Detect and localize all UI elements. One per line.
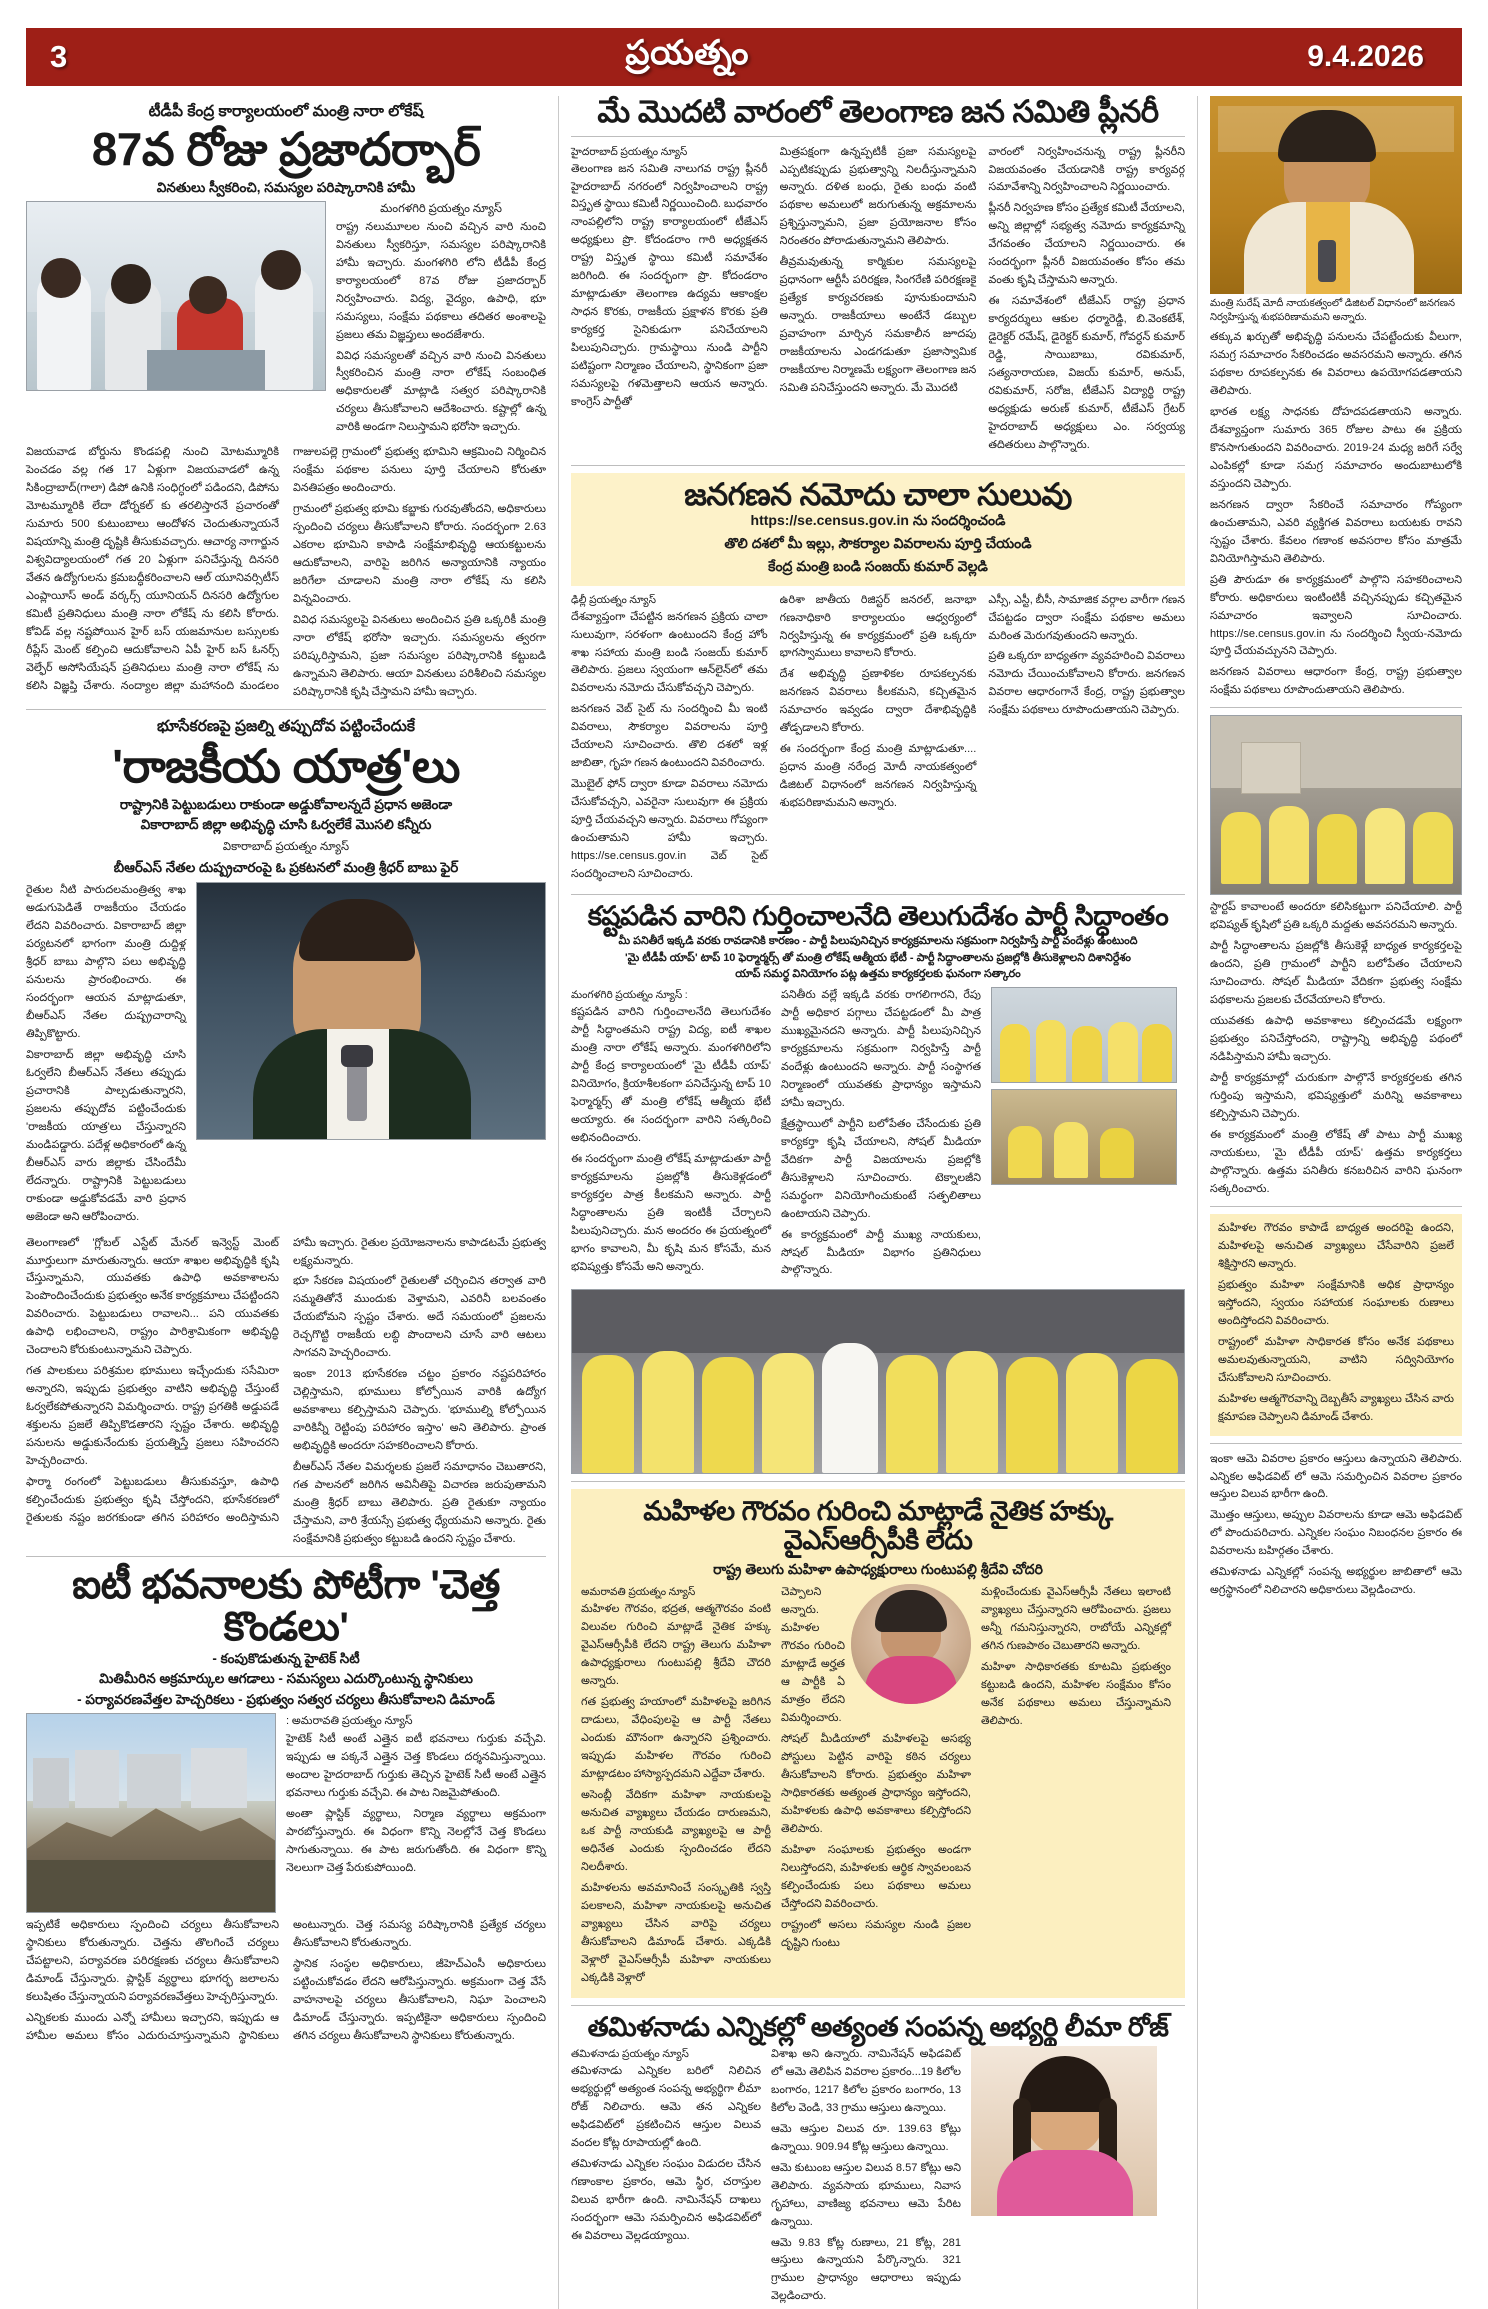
- census-instruction: తొలి దశలో మీ ఇల్లు, సౌకర్యాల వివరాలను పూర్తి చేయండి: [724, 534, 1032, 551]
- paragraph: బీఆర్ఎస్ నేతల విమర్శలకు ప్రజలే సమాధానం చెబుతారని, గత పాలనలో జరిగిన అవినీతిపై విచారణ జరుపుతామని మంత్రి శ్రీధర్ బాబు తెలిపారు. ప్రతి రైతుకూ న్యాయం చేస్తామని, వారి శ్రేయస్సే ప్రభుత్వ ధ్యేయమని అన్నారు. రైతు సంక్షేమానికి ప్రభుత్వం కట్టుబడి ఉందని స్పష్టం చేశారు.: [293, 1461, 546, 1546]
- paragraph: ఇంకా 2013 భూసేకరణ చట్టం ప్రకారం నష్టపరిహారం చెల్లిస్తామని, భూములు కోల్పోయిన వారికి ఉద్యోగ అవకాశాలు కల్పిస్తామని చెప్పారు. 'భూముల్ని కోల్పోయిన వారికిన్నీ రెట్టింపు పరిహారం ఇస్తాం' అని తెలిపారు. ప్రాంత అభివృద్ధికి అందరూ సహకరించాలని కోరారు.: [293, 1368, 546, 1453]
- paragraph: తమిళనాడు ఎన్నికల సంఘం విడుదల చేసిన గణాంకాల ప్రకారం, ఆమె స్థిర, చరాస్తుల విలువ భారీగా ఉంది. నామినేషన్ దాఖలు సందర్భంగా ఆమె సమర్పించిన అఫిడవిట్‌లో ఈ వివరాలు వెల్లడయ్యాయి.: [571, 2157, 761, 2242]
- article-subhead-line-1: మీ పనితీరే ఇక్కడి వరకు రావడానికి కారణం - పార్టీ పిలుపునిచ్చిన కార్యక్రమాలను సక్రమంగా నిర్వహిస్తే పార్టీ వందేళ్లు ఉంటుంది: [618, 935, 1138, 948]
- paragraph: ఈ సందర్భంగా మంత్రి లోకేష్ మాట్లాడుతూ పార్టీ కార్యక్రమాలను ప్రజల్లోకి తీసుకెళ్లడంలో కార్యకర్తల పాత్ర కీలకమని అన్నారు. పార్టీ సిద్ధాంతాలను ప్రతి ఇంటికీ చేర్చాలని పిలుపునిచ్చారు. మన అందరం ఈ ప్రయత్నంలో భాగం కావాలని, మీ కృషి మన కోసమే, మన భవిష్యత్తు కోసమే అని అన్నారు.: [571, 1152, 771, 1273]
- article-photo-meeting-2: [991, 1089, 1177, 1185]
- article-body: [26, 444, 546, 702]
- article-subhead: వినతులు స్వీకరించి, సమస్యల పరిష్కారానికి హామీ: [156, 180, 416, 196]
- divider: [571, 2005, 1185, 2006]
- article-rajakeeya-yatralu: [26, 717, 546, 1549]
- article-dek: బీఆర్ఎస్ నేతల దుష్ప్రచారంపై ఓ ప్రకటనలో మంత్రి శ్రీధర్ బాబు ఫైర్: [113, 859, 459, 875]
- census-url-suffix: ను సందర్శించండి: [908, 511, 1006, 528]
- masthead: [26, 28, 1462, 86]
- article-body-left: [26, 882, 186, 1229]
- paragraph: ఎన్నికలకు ముందు ఎన్నో హామీలు ఇచ్చారని, ఇప్పుడు ఆ హామీల అమలు కోసం ఎదురుచూస్తున్నామని స్థానికులు అంటున్నారు. చెత్త సమస్య పరిష్కారానికి ప్రత్యేక చర్యలు తీసుకోవాలని కోరుతున్నారు.: [26, 1918, 546, 2042]
- article-body: [26, 1235, 546, 1549]
- paragraph: ఆమె 9.83 కోట్ల రుణాలు, 21 కోట్ల, 281 ఆస్తులు ఉన్నాయని పేర్కొన్నారు. 321 గ్రాముల ప్రాధాన్యం ఆధారాలు ఇప్పుడు వెల్లడించారు.: [771, 2236, 961, 2303]
- paragraph: ప్రభుత్వం మహిళా సంక్షేమానికి అధిక ప్రాధాన్యం ఇస్తోందని, స్వయం సహాయక సంఘాలకు రుణాలు అందిస్తోందని వివరించారు.: [1218, 1278, 1454, 1327]
- paragraph: ప్రతి ఒక్కరూ బాధ్యతగా వ్యవహరించి వివరాలు నమోదు చేయించుకోవాలని కోరారు. జనగణన వివరాల ఆధారంగానే కేంద్ర, రాష్ట్ర ప్రభుత్వాల సంక్షేమ పథకాలు రూపొందుతాయని చెప్పారు.: [988, 650, 1186, 717]
- divider: [571, 1481, 1185, 1482]
- article-prajadarbar: [26, 102, 546, 702]
- article-subhead-line-1: రాష్ట్రానికి పెట్టుబడులు రాకుండా అడ్డుకోవాలన్నదే ప్రధాన అజెండా: [119, 797, 453, 813]
- paragraph: స్టార్టప్ కావాలంటే అందరూ కలిసికట్టుగా పనిచేయాలి. పార్టీ భవిష్యత్ కృషిలో ప్రతి ఒక్కరి మద్దతు అవసరమని అన్నారు.: [1210, 901, 1462, 932]
- article-headline: ఐటీ భవనాలకు పోటీగా 'చెత్త కొండలు': [72, 1563, 500, 1649]
- paragraph: ఈ సందర్భంగా కేంద్ర మంత్రి మాట్లాడుతూ.... ప్రధాన మంత్రి నరేంద్ర మోదీ నాయకత్వంలో డిజిటల్ విధానంలో జనగణన నిర్వహిస్తున్న శుభపరిణామమని అన్నారు.: [779, 743, 977, 810]
- paragraph: తీవ్రమవుతున్న కార్మికుల సమస్యలపై ప్రధానంగా ఆర్టీసీ పరిరక్షణ, సింగరేణి పరిరక్షణకై ప్రత్యేక కార్యచరణకు పూనుకుందామని అన్నారు. రాజకీయాలు అంటేనే డబ్బుల ప్రవాహంగా మార్చిన సమకాలీన జూదపు రాజకీయాలను ఎండగడుతూ ప్రజాస్వామిక రాజకీయాల నిర్మాణమే లక్ష్యంగా తెలంగాణ జన సమితి పనిచేస్తుందని అన్నారు. మే మొదటి: [779, 256, 977, 395]
- article-body-col-1: [571, 2046, 761, 2309]
- article-photo-garbage: [26, 1713, 276, 1913]
- census-url[interactable]: https://se.census.gov.in: [750, 511, 909, 528]
- article-headline: 87వ రోజు ప్రజాదర్బార్: [91, 122, 481, 175]
- article-headline: 'రాజకీయ యాత్ర'లు: [112, 739, 460, 792]
- left-column: [26, 96, 558, 2309]
- paragraph: మొబైల్ ఫోన్ ద్వారా కూడా వివరాలు నమోదు చేసుకోవచ్చని, ఎవరైనా సులువుగా ఈ ప్రక్రియ పూర్తి చేయవచ్చని అన్నారు. వివరాలు గోప్యంగా ఉంచుతామని హామీ ఇచ్చారు. https://se.census.gov.in వెబ్ సైట్ సందర్శించాలని సూచించారు.: [571, 778, 768, 881]
- paragraph: ఎస్సీ, ఎస్టీ, బీసీ, సామాజిక వర్గాల వారీగా గణన చేపట్టడం ద్వారా సంక్షేమ పథకాల అమలు మరింత మెరుగవుతుందని అన్నారు.: [988, 593, 1186, 642]
- paragraph: మహిళా సంఘాలకు ప్రభుత్వం అండగా నిలుస్తోందని, మహిళలకు ఆర్థిక స్వావలంబన కల్పించేందుకు పలు పథకాలు అమలు చేస్తోందని వివరించారు.: [781, 1843, 971, 1910]
- census-body-col-2: [780, 592, 977, 888]
- paragraph: కష్టపడిన వారిని గుర్తించాలనేది తెలుగుదేశం పార్టీ సిద్ధాంతమని రాష్ట్ర విద్య, ఐటీ శాఖల మంత్రి నారా లోకేష్ అన్నారు. మంగళగిరిలోని పార్టీ కేంద్ర కార్యాలయంలో 'మై టీడీపీ యాప్' వినియోగం, క్రియాశీలకంగా పనిచేస్తున్న టాప్ 10 ఫెర్మార్మర్స్ తో మంత్రి లోకేష్ ఆత్మీయ భేటీ అయ్యారు. ఈ సందర్భంగా వారిని సత్కరించి అభినందించారు.: [571, 1005, 771, 1144]
- paragraph: విశాఖ అని ఉన్నారు. నామినేషన్ అఫిడవిట్ లో ఆమె తెలిపిన వివరాల ప్రకారం...19 కిలోల బంగారం, 1217 కిలోల ప్రకారం బంగారం, 13 కిలోల వెండి, 33 గ్రాము ఆస్తులు ఉన్నాయి.: [771, 2047, 961, 2114]
- divider: [26, 1556, 546, 1557]
- article-photo-meeting-1: [991, 987, 1177, 1083]
- article-chetta-kondalu: [26, 1564, 546, 2047]
- paragraph: మహిళలను అవమానించే సంస్కృతికి స్వస్తి పలకాలని, మహిళా నాయకులపై అనుచిత వ్యాఖ్యలు చేసిన వారిపై చర్యలు తీసుకోవాలని డిమాండ్ చేశారు. ఎక్కడికి వెళ్లారో వైఎస్ఆర్సీపీ మహిళా నాయకులు ఎక్కడికి వెళ్లారో: [581, 1881, 771, 1984]
- paragraph: ఇప్పటికే అధికారులు స్పందించి చర్యలు తీసుకోవాలని స్థానికులు కోరుతున్నారు. చెత్తను తొలగించే చర్యలు చేపట్టాలని, పర్యావరణ పరిరక్షణకు చర్యలు తీసుకోవాలని డిమాండ్ చేస్తున్నారు. ప్లాస్టిక్ వ్యర్థాలు భూగర్భ జలాలను కలుషితం చేస్తున్నాయని పర్యావరణవేత్తలు హెచ్చరిస్తున్నారు.: [26, 1918, 279, 2003]
- paragraph: క్షేత్రస్థాయిలో పార్టీని బలోపేతం చేసేందుకు ప్రతి కార్యకర్తా కృషి చేయాలని, సోషల్ మీడియా వేదికగా పార్టీ విజయాలను ప్రజల్లోకి తీసుకెళ్లాలని సూచించారు. టెక్నాలజీని సమర్థంగా వినియోగించుకుంటే సత్ఫలితాలు ఉంటాయని చెప్పారు.: [781, 1117, 981, 1220]
- article-subhead-line-1: - కంపుకొడుతున్న హైటెక్ సిటీ: [212, 1651, 360, 1666]
- article-byline: : అమరావతి ప్రయత్నం న్యూస్: [286, 1714, 413, 1727]
- paragraph: ప్లీనరీ నిర్వహణ కోసం ప్రత్యేక కమిటీ వేయాలని, అన్ని జిల్లాల్లో సభ్యత్వ నమోదు కార్యక్రమాన్ని వేగవంతం చేయాలని నిర్ణయించారు. ఈ సందర్భంగా ప్లీనరీ విజయవంతం కోసం తమ వంతు కృషి చేస్తామని అన్నారు.: [988, 202, 1186, 287]
- article-body-col-1: [571, 987, 771, 1284]
- paragraph: వివిధ సమస్యలతో వచ్చిన వారి నుంచి వినతులు స్వీకరించిన మంత్రి నారా లోకేష్ సంబంధిత అధికారులతో మాట్లాడి సత్వర పరిష్కారానికి చర్యలు తీసుకోవాలని ఆదేశించారు. కష్టాల్లో ఉన్న వారికి అండగా నిలుస్తామని భరోసా ఇచ్చారు.: [336, 349, 546, 434]
- article-photo-minister: [196, 882, 546, 1140]
- paragraph: సోషల్ మీడియాలో మహిళలపై అసభ్య పోస్టులు పెట్టిన వారిపై కఠిన చర్యలు తీసుకోవాలని కోరారు. ప్రభుత్వం మహిళా సాధికారతకు అత్యంత ప్రాధాన్యం ఇస్తోందని, మహిళలకు ఉపాధి అవకాశాలు కల్పిస్తోందని తెలిపారు.: [781, 1732, 971, 1835]
- article-subhead: రాష్ట్ర తెలుగు మహిళా ఉపాధ్యక్షురాలు గుంటుపల్లి శ్రీదేవి చోదరి: [713, 1561, 1043, 1578]
- article-headline: జనగణన నమోదు చాలా సులువు: [684, 477, 1072, 513]
- paragraph: విజయవాడ బోర్డును కొండపల్లి నుంచి మోటమ్మూరికి పెంచడం వల్ల గత 17 ఏళ్లుగా విజయవాడలో ఉన్న సికింద్రాబాద్(గాలా) డిపో ఉనికి సంధిగ్ధంలో పడిందని, డిపోను మోటమ్మూరికి లేదా డోర్నకల్ కు తరలిస్తారనే ప్రచారంతో సుమారు 500 కుటుంబాలు ఆందోళన చెందుతున్నాయనే విషయాన్ని మంత్రి దృష్టికి తీసుకువచ్చారు. ఆచార్య నాగార్జున విశ్వవిద్యాలయంలో గత 20 ఏళ్లుగా పనిచేస్తున్న దినసరి వేతన ఉద్యోగులను క్రమబద్ధీకరించాలని ఆల్ యూనివర్సిటీస్ ఎంప్లాయీస్ అండ్ వర్కర్స్ యూనియన్ దినసరి ఉద్యోగుల కమిటీ ప్రతినిధులు మంత్రి నారా లోకేష్ ను కలిసి కోరారు. కోవిడ్ వల్ల నష్టపోయిన హైర్ బస్ యజమానుల బస్సులకు రీప్లేస్ మెంట్ కల్పించి ఆదుకోవాలని ఏపీ హైర్ బస్ ఓనర్స్ వెల్ఫేర్ అసోసియేషన్ ప్రతినిధులు మంత్రి నారా లోకేష్ ను కలిసి విజ్ఞప్తి చేశారు. నంద్యాల జిల్లా మహానంది మండలం గాజులపల్లె గ్రామంలో ప్రభుత్వ భూమిని ఆక్రమించి నిర్మించిన సంక్షేమ పథకాల పనులు పూర్తి చేయాలని కోరుతూ వినతిపత్రం అందించారు.: [26, 446, 546, 692]
- paragraph: పార్టీ కార్యక్రమాల్లో చురుకుగా పాల్గొనే కార్యకర్తలకు తగిన గుర్తింపు ఇస్తామని, భవిష్యత్తులో మరిన్ని అవకాశాలు కల్పిస్తామని చెప్పారు.: [1210, 1072, 1462, 1121]
- article-tdp-ideology: [571, 902, 1185, 1474]
- paragraph: తమిళనాడు ఎన్నికల బరిలో నిలిచిన అభ్యర్థుల్లో అత్యంత సంపన్న అభ్యర్థిగా లీమా రోజ్ నిలిచారు. ఆమె తన ఎన్నికల అఫిడవిట్‌లో ప్రకటించిన ఆస్తుల విలువ వందల కోట్ల రూపాయల్లో ఉంది.: [571, 2064, 761, 2149]
- paragraph: ఇంకా ఆమె వివరాల ప్రకారం ఆస్తులు ఉన్నాయని తెలిపారు. ఎన్నికల అఫిడవిట్ లో ఆమె సమర్పించిన వివరాల ప్రకారం ఆస్తుల విలువ భారీగా ఉంది.: [1210, 1452, 1462, 1501]
- paragraph: దేశ అభివృద్ధి ప్రణాళికల రూపకల్పనకు జనగణన వివరాలు కీలకమని, కచ్చితమైన సమాచారం ఇవ్వడం ద్వారా దేశాభివృద్ధికి తోడ్పడాలని కోరారు.: [779, 668, 977, 735]
- paragraph: చెప్పాలని అన్నారు. మహిళల గౌరవం గురించి మాట్లాడే అర్హత ఆ పార్టీకి ఏ మాత్రం లేదని విమర్శించారు.: [781, 1586, 845, 1724]
- paragraph: తమిళనాడు ఎన్నికల్లో సంపన్న అభ్యర్థుల జాబితాలో ఆమె అగ్రస్థానంలో నిలిచారని అధికారులు వెల్లడించారు.: [1210, 1566, 1462, 1597]
- paragraph: తెలంగాణలో 'గ్లోబల్ ఎస్టేట్ మేనల్ ఇన్వెస్ట్ మెంట్ మూర్తులుగా మారుతున్నారు. ఆయా శాఖల అభివృద్ధికి కృషి చేస్తున్నామని, యువతకు ఉపాధి అవకాశాలను పెంపొందించేందుకు ప్రభుత్వం అనేక కార్యక్రమాలు చేపట్టిందని వివరించారు. పెట్టుబడులు రావాలని... పని యువతకు ఉపాధి లభించాలని, రాష్ట్రం పారిశ్రామికంగా అభివృద్ధి చెందాలని కోరుకుంటున్నామని చెప్పారు.: [26, 1236, 279, 1357]
- divider: [571, 465, 1185, 466]
- census-body-col-3: [988, 592, 1185, 888]
- center-column: [558, 96, 1198, 2309]
- paragraph: ఉరిశా జాతీయ రిజిస్టర్ జనరల్, జనాభా గణనాధికారి కార్యాలయం ఆధ్వర్యంలో నిర్వహిస్తున్న ఈ కార్యక్రమంలో ప్రతి ఒక్కరూ భాగస్వాములు కావాలని కోరారు.: [779, 593, 977, 660]
- census-right-body: [1210, 329, 1462, 700]
- census-url-line: [579, 512, 1177, 532]
- article-headline: మే మొదటి వారంలో తెలంగాణ జన సమితి ప్లీనరీ: [597, 94, 1159, 129]
- article-photo: [26, 201, 326, 391]
- article-subhead-line-2: 'మై టీడీపీ యాప్' టాప్ 10 ఫెర్మార్మర్స్ తో మంత్రి లోకేష్ ఆత్మీయ భేటీ - పార్టీ సిద్ధాంతాలను ప్రజల్లోకి తీసుకెళ్లాలని దిశానిర్దేశం: [624, 951, 1132, 964]
- photo-minister-census: [1210, 96, 1462, 294]
- article-byline: వికారాబాద్ ప్రయత్నం న్యూస్: [222, 840, 350, 853]
- paragraph: యువతకు ఉపాధి అవకాశాలు కల్పించడమే లక్ష్యంగా ప్రభుత్వం పనిచేస్తోందని, రాష్ట్రాన్ని అభివృద్ధి పథంలో నడిపిస్తామని హామీ ఇచ్చారు.: [1210, 1015, 1462, 1064]
- paragraph: ప్రతి పౌరుడూ ఈ కార్యక్రమంలో పాల్గొని సహకరించాలని కోరారు. అధికారులు ఇంటింటికీ వచ్చినప్పుడు కచ్చితమైన సమాచారం ఇవ్వాలని సూచించారు. https://se.census.gov.in ను సందర్శించి స్వీయ-నమోదు పూర్తి చేయవచ్చునని చెప్పారు.: [1210, 573, 1462, 658]
- article-body: [26, 1917, 546, 2047]
- article-intro-text: [336, 201, 546, 440]
- publication-date: 9.4.2026: [1307, 40, 1424, 73]
- article-body-col-1: [581, 1584, 771, 1990]
- article-subhead-line-2: వికారాబాద్ జిల్లా అభివృద్ధి చూసి ఓర్వలేకే మొసలి కన్నీరు: [140, 817, 432, 833]
- publication-title: ప్రయత్నం: [625, 33, 750, 72]
- paragraph: తక్కువ ఖర్చుతో అభివృద్ధి పనులను చేపట్టేందుకు వీలుగా, సమగ్ర సమాచారం సేకరించడం అవసరమని అన్నారు. తగిన పథకాల రూపకల్పనకు ఈ వివరాలు ఉపయోగపడతాయని తెలిపారు.: [1210, 331, 1462, 397]
- paragraph: మిత్రపక్షంగా ఉన్నప్పటికీ ప్రజా సమస్యలపై ఎప్పటికప్పుడు ప్రభుత్వాన్ని నిలదీస్తున్నామని అన్నారు. దళిత బంధు, రైతు బంధు వంటి పథకాల అమలులో జరుగుతున్న అక్రమాలను ప్రశ్నిస్తున్నామని, ప్రజా ప్రయోజనాల కోసం నిరంతరం పోరాడుతున్నామని తెలిపారు.: [779, 145, 977, 248]
- paragraph: తెలంగాణ జన సమితి నాలుగవ రాష్ట్ర ప్లీనరీ హైదరాబాద్ నగరంలో నిర్వహించాలని రాష్ట్ర విస్తృత స్థాయి కమిటీ నిర్ణయించింది. బుధవారం నాంపల్లిలోని రాష్ట్ర కార్యాలయంలో టీజేఎస్ అధ్యక్షులు ప్రొ. కోదండరాం గారి అధ్యక్షతన రాష్ట్ర విస్తృత స్థాయి కమిటీ సమావేశం జరిగింది. ఈ సందర్భంగా ప్రొ. కోదండరాం మాట్లాడుతూ తెలంగాణ ఉద్యమ ఆకాంక్షల సాధన కొరకు, రాజకీయ ప్రక్షాళన కొరకు ప్రతి కార్యకర్త సైనికుడుగా పనిచేయాలని పిలుపునిచ్చారు. గ్రామస్థాయి నుండి పార్టీని పటిష్టంగా నిర్మాణం చేయాలని, స్థానికంగా ప్రజా సమస్యలపై గళమెత్తాలని ఆయన అన్నారు. కాంగ్రెస్ పార్టీతో: [571, 162, 768, 409]
- paragraph: పార్టీ సిద్ధాంతాలను ప్రజల్లోకి తీసుకెళ్లే బాధ్యత కార్యకర్తలపై ఉందని, ప్రతి గ్రామంలో పార్టీని బలోపేతం చేయాలని సూచించారు. సోషల్ మీడియా వేదికగా ప్రభుత్వ సంక్షేమ పథకాలను ప్రజలకు చేరవేయాలని కోరారు.: [1210, 940, 1462, 1007]
- photo-tdp-meeting: [1210, 715, 1462, 895]
- paragraph: మొత్తం ఆస్తులు, అప్పుల వివరాలను కూడా ఆమె అఫిడవిట్ లో పొందుపరిచారు. ఎన్నికల సంఘం నిబంధనల ప్రకారం ఈ వివరాలను బహిర్గతం చేశారు.: [1210, 1509, 1462, 1558]
- paragraph: భారత లక్ష్య సాధనకు దోహదపడతాయని అన్నారు. దేశవ్యాప్తంగా సుమారు 365 రోజుల పాటు ఈ ప్రక్రియ కొనసాగుతుందని వివరించారు. 2019-24 మధ్య జరిగే సర్వే ఎంపికల్లో కూడా సమగ్ర సమాచారం అందుబాటులోకి వస్తుందని చెప్పారు.: [1210, 405, 1462, 490]
- paragraph: ఈ కార్యక్రమంలో మంత్రి లోకేష్ తో పాటు పార్టీ ముఖ్య నాయకులు, 'మై టీడీపీ యాప్' ఉత్తమ కార్యకర్తలు పాల్గొన్నారు. ఉత్తమ పనితీరు కనబరిచిన వారిని ఘనంగా సత్కరించారు.: [1210, 1129, 1462, 1195]
- paragraph: గత పాలకులు పరిశ్రమల భూములు ఇచ్చేందుకు ససేమిరా అన్నారని, ఇప్పుడు ప్రభుత్వం వాటిని అభివృద్ధి చేస్తుంటే ఓర్వలేకపోతున్నారని విమర్శించారు. రాష్ట్ర ప్రగతికి అడ్డుపడే శక్తులను ప్రజలే తిప్పికొడతారని స్పష్టం చేశారు. అభివృద్ధి పనులను అడ్డుకునేందుకు ప్రయత్నిస్తే ప్రజలు సహించరని హెచ్చరించారు.: [26, 1365, 279, 1468]
- divider: [571, 136, 1185, 137]
- paragraph: వారంలో నిర్వహించనున్న రాష్ట్ర ప్లీనరీని విజయవంతం చేయడానికి రాష్ట్ర కార్యవర్గ సమావేశాన్ని నిర్వహించాలని నిర్ణయించారు.: [988, 145, 1186, 194]
- paragraph: రైతుల నీటి పారుదలమంత్రిత్వ శాఖ అడుగుపెడితే రాజకీయం చేయడం లేదని వివరించారు. వికారాబాద్ జిల్లా పర్యటనలో భాగంగా మంత్రి దుద్దిళ్ల శ్రీధర్ బాబు పాల్గొని పలు అభివృద్ధి పనులను ప్రారంభించారు. ఈ సందర్భంగా ఆయన మాట్లాడుతూ, బీఆర్ఎస్ నేతల దుష్ప్రచారాన్ని తిప్పికొట్టారు.: [26, 884, 186, 1040]
- paragraph: జనగణన వెబ్ సైట్ ను సందర్శించి మీ ఇంటి వివరాలు, సౌకర్యాల వివరాలను పూర్తి చేయాలని సూచించారు. తొలి దశలో ఇళ్ల జాబితా, గృహ గణన ఉంటుందని వివరించారు.: [571, 703, 768, 770]
- paragraph: ఈ కార్యక్రమంలో పార్టీ ముఖ్య నాయకులు, సోషల్ మీడియా విభాగం ప్రతినిధులు పాల్గొన్నారు.: [781, 1228, 981, 1277]
- paragraph: దేశవ్యాప్తంగా చేపట్టిన జనగణన ప్రక్రియ చాలా సులువుగా, సరళంగా ఉంటుందని కేంద్ర హోం శాఖ సహాయ మంత్రి బండి సంజయ్ కుమార్ తెలిపారు. ప్రజలు స్వయంగా ఆన్‌లైన్‌లో తమ వివరాలను నమోదు చేసుకోవచ్చని చెప్పారు.: [571, 610, 768, 695]
- article-kicker: టీడీపీ కేంద్ర కార్యాలయంలో మంత్రి నారా లోకేష్: [148, 103, 424, 120]
- article-subhead-line-3: యాప్ సమర్థ వినియోగం పట్ల ఉత్తమ కార్యకర్తలకు ఘనంగా సత్కారం: [735, 968, 1021, 981]
- newspaper-page: [0, 28, 1488, 2307]
- tn-right-body: [1210, 1451, 1462, 1601]
- article-body-col-2: [780, 144, 977, 458]
- paragraph: వివిధ సమస్యలపై వినతులు అందించిన ప్రతి ఒక్కరికీ మంత్రి నారా లోకేష్ భరోసా ఇచ్చారు. సమస్యలను త్వరగా పరిష్కరిస్తామని, ప్రజా సమస్యల పరిష్కారానికి కట్టుబడి ఉన్నామని తెలిపారు. ఆయా వినతులు పరిశీలించి సమస్యల పరిష్కారానికి కృషి చేస్తామని హామీ ఇచ్చారు.: [293, 614, 546, 698]
- article-body-col-2: [781, 987, 981, 1284]
- paragraph: స్థానిక సంస్థల అధికారులు, జీహెచ్ఎంసీ అధికారులు పట్టించుకోవడం లేదని ఆరోపిస్తున్నారు. అక్రమంగా చెత్త వేసే వాహనాలపై చర్యలు తీసుకోవాలని, నిఘా పెంచాలని డిమాండ్ చేస్తున్నారు. ఇప్పటికైనా అధికారులు స్పందించి తగిన చర్యలు తీసుకోవాలని స్థానికులు కోరుతున్నారు.: [293, 1957, 546, 2042]
- paragraph: హైటెక్ సిటీ అంటే ఎత్తైన ఐటీ భవనాలు గుర్తుకు వచ్చేవి. ఇప్పుడు ఆ పక్కనే ఎత్తైన చెత్త కొండలు దర్శనమిస్తున్నాయి. అందాల హైదరాబాద్ గుర్తుకు తెచ్చిన హైటెక్ సిటీ అంటే ఎత్తైన భవనాలు గుర్తుకు వచ్చేవి. ఈ పాట నిజమైపోతుంది.: [286, 1732, 546, 1799]
- divider: [26, 709, 546, 710]
- census-source: కేంద్ర మంత్రి బండి సంజయ్ కుమార్ వెల్లడి: [768, 557, 988, 574]
- article-tjs-plenary: [571, 96, 1185, 458]
- paragraph: ఫార్మా రంగంలో పెట్టుబడులు తీసుకువస్తూ, ఉపాధి కల్పించేందుకు ప్రభుత్వం కృషి చేస్తోందని, భూసేకరణలో రైతులకు నష్టం జరగకుండా తగిన పరిహారం అందిస్తామని హామీ ఇచ్చారు. రైతుల ప్రయోజనాలను కాపాడటమే ప్రభుత్వ లక్ష్యమన్నారు.: [26, 1236, 546, 1525]
- paragraph: మహిళల గౌరవం, భద్రత, ఆత్మగౌరవం వంటి విలువల గురించి మాట్లాడే నైతిక హక్కు వైఎస్ఆర్సీపీకి లేదని రాష్ట్ర తెలుగు మహిళా ఉపాధ్యక్షురాలు గుంటుపల్లి శ్రీదేవి చౌదరి అన్నారు.: [581, 1603, 771, 1687]
- article-dateline: అమరావతి ప్రయత్నం న్యూస్: [581, 1586, 696, 1599]
- article-photo-woman-leader: [851, 1584, 971, 1704]
- article-dateline: మంగళగిరి ప్రయత్నం న్యూస్ :: [571, 988, 688, 1001]
- divider: [571, 894, 1185, 895]
- article-census: [571, 473, 1185, 586]
- page-number: 3: [50, 39, 68, 74]
- photo-caption: మంత్రి సురేష్ మోదీ నాయకత్వంలో డిజిటల్ విధానంలో జనగణన నిర్వహిస్తున్న శుభపరిణామమని అన్నారు.: [1210, 298, 1455, 323]
- article-kicker: భూసేకరణపై ప్రజల్ని తప్పుదోవ పట్టించేందుకే: [157, 717, 415, 735]
- article-body-col-2: [771, 2046, 961, 2309]
- paragraph: జనగణన వివరాలు ఆధారంగా కేంద్ర, రాష్ట్ర ప్రభుత్వాల సంక్షేమ పథకాలు రూపొందుతాయని తెలిపారు.: [1210, 666, 1462, 697]
- paragraph: ఆమె ఆస్తుల విలువ రూ. 139.63 కోట్లు ఉన్నాయి. 909.94 కోట్ల ఆస్తులు ఉన్నాయి.: [771, 2122, 961, 2153]
- divider: [1210, 1443, 1462, 1444]
- article-subhead-line-3: - పర్యావరణవేత్తల హెచ్చరికలు - ప్రభుత్వం సత్వర చర్యలు తీసుకోవాలని డిమాండ్: [77, 1691, 495, 1707]
- paragraph: జనగణన ద్వారా సేకరించే సమాచారం గోప్యంగా ఉంచుతామని, ఎవరి వ్యక్తిగత వివరాలు బయటకు రావని స్పష్టం చేశారు. కేవలం గణాంక అవసరాల కోసం మాత్రమే వినియోగిస్తామని తెలిపారు.: [1210, 498, 1462, 565]
- paragraph: వికారాబాద్ జిల్లా అభివృద్ధి చూసి ఓర్వలేని బీఆర్ఎస్ నేతలు తప్పుడు ప్రచారానికి పాల్పడుతున్నారని, ప్రజలను తప్పుదోవ పట్టించేందుకు 'రాజకీయ యాత్ర'లు చేస్తున్నారని మండిపడ్డారు. పదేళ్ల అధికారంలో ఉన్న బీఆర్ఎస్ వారు జిల్లాకు చేసిందేమీ లేదన్నారు. రాష్ట్రానికి పెట్టుబడులు రాకుండా అడ్డుకోవడమే వారి ప్రధాన అజెండా అని ఆరోపించారు.: [26, 1048, 186, 1223]
- paragraph: ఆమె కుటుంబ ఆస్తుల విలువ 8.57 కోట్లు అని తెలిపారు. వ్యవసాయ భూములు, నివాస గృహాలు, వాణిజ్య భవనాలు ఆమె పేరిట ఉన్నాయి.: [771, 2161, 961, 2228]
- article-tamilnadu-richest: [571, 2013, 1185, 2309]
- census-body-col-1: [571, 592, 768, 888]
- women-right-panel: [1210, 1214, 1462, 1436]
- tdp-right-body: [1210, 899, 1462, 1199]
- page-columns: [26, 96, 1462, 2309]
- article-body-col-3: [981, 1584, 1171, 1990]
- divider: [1210, 707, 1462, 708]
- paragraph: రాష్ట్ర నలుమూలల నుంచి వచ్చిన వారి నుంచి వినతులు స్వీకరిస్తూ, సమస్యల పరిష్కారానికి హామీ ఇచ్చారు. మంగళగిరి లోని టీడీపీ కేంద్ర కార్యాలయంలో 87వ రోజు ప్రజాదర్బార్ నిర్వహించారు. విద్య, వైద్యం, ఉపాధి, భూ సమస్యలు, సంక్షేమ పథకాలు తదితర అంశాలపై ప్రజలు తమ విజ్ఞప్తులు అందజేశారు.: [336, 220, 546, 341]
- paragraph: భూ సేకరణ విషయంలో రైతులతో చర్చించిన తర్వాత వారి సమ్మతితోనే ముందుకు వెళ్తామని, ఎవరినీ బలవంతం చేయబోమని స్పష్టం చేశారు. అదే సమయంలో ప్రజలను రెచ్చగొట్టి రాజకీయ లబ్ధి పొందాలని చూసే వారి ఆటలు సాగవని హెచ్చరించారు.: [293, 1275, 546, 1360]
- article-headline: తమిళనాడు ఎన్నికల్లో అత్యంత సంపన్న అభ్యర్థి లీమా రోజ్: [587, 2012, 1169, 2043]
- paragraph: రాష్ట్రంలో మహిళా సాధికారత కోసం అనేక పథకాలు అమలవుతున్నాయని, వాటిని సద్వినియోగం చేసుకోవాలని సూచించారు.: [1218, 1335, 1454, 1384]
- right-column: [1198, 96, 1462, 2309]
- paragraph: ఈ సమావేశంలో టీజేఎస్ రాష్ట్ర ప్రధాన కార్యదర్శులు ఆకుల ధర్మారెడ్డి, బి.వెంకటేశ్, డైరెక్టర్ రమేష్, డైరెక్టర్ కుమార్, గోవర్ధన్ కుమార్ రెడ్డి, సాయిబాబు, రవికుమార్, సత్యనారాయణ, విజయ్ కుమార్, అనుప్, రవికుమార్, సరోజ, టీజేఎస్ విద్యార్థి రాష్ట్ర అధ్యక్షుడు అరుణ్ కుమార్, టీజేఎస్ గ్రేటర్ హైదరాబాద్ అధ్యక్షులు ఎం. సర్వయ్య తదితరులు పాల్గొన్నారు.: [988, 295, 1186, 452]
- article-dateline: హైదరాబాద్ ప్రయత్నం న్యూస్: [571, 145, 688, 158]
- article-body-col-1: [571, 144, 768, 458]
- paragraph: గత ప్రభుత్వ హయాంలో మహిళలపై జరిగిన దాడులు, వేధింపులపై ఆ పార్టీ నేతలు ఎందుకు మౌనంగా ఉన్నారని ప్రశ్నించారు. ఇప్పుడు మహిళల గౌరవం గురించి మాట్లాడటం హాస్యాస్పదమని ఎద్దేవా చేశారు.: [581, 1695, 771, 1780]
- paragraph: మహిళా సాధికారతకు కూటమి ప్రభుత్వం కట్టుబడి ఉందని, మహిళల సంక్షేమం కోసం అనేక పథకాలు అమలు చేస్తున్నామని తెలిపారు.: [981, 1661, 1171, 1727]
- article-headline: కష్టపడిన వారిని గుర్తించాలనేది తెలుగుదేశం పార్టీ సిద్ధాంతం: [587, 901, 1169, 932]
- article-photo-candidate: [971, 2046, 1157, 2216]
- paragraph: పనితీరు వల్లే ఇక్కడి వరకు రాగలిగారని, రేపు పార్టీ అధికార పగ్గాలు చేపట్టడంలో మీ పాత్ర ముఖ్యమైనదని అన్నారు. పార్టీ పిలుపునిచ్చిన కార్యక్రమాలను సక్రమంగా నిర్వహిస్తే పార్టీ వందేళ్లు ఉంటుందని అన్నారు. పార్టీ సంస్థాగత నిర్మాణంలో యువతకు ప్రాధాన్యం ఇస్తామని హామీ ఇచ్చారు.: [781, 988, 981, 1109]
- article-subhead-line-2: మితిమీరిన అక్రమార్కుల ఆగడాలు - సమస్యలు ఎదుర్కొంటున్న స్థానికులు: [99, 1671, 473, 1687]
- paragraph: గ్రామంలో ప్రభుత్వ భూమి కబ్జాకు గురవుతోందని, అధికారులు స్పందించి చర్యలు తీసుకోవాలని కోరారు. సందర్భంగా 2.63 ఎకరాల భూమిని కాపాడి సంక్షేమాభివృద్ధి ఆయకట్టులను ఆదుకోవాలని, వారిపై జరిగిన అన్యాయానికి న్యాయం జరిగేలా చూడాలని మంత్రి నారా లోకేష్ ను కలిసి విన్నవించారు.: [293, 503, 546, 606]
- paragraph: మహిళల ఆత్మగౌరవాన్ని దెబ్బతీసే వ్యాఖ్యలు చేసిన వారు క్షమాపణ చెప్పాలని డిమాండ్ చేశారు.: [1218, 1392, 1454, 1423]
- article-body-col-3: [988, 144, 1185, 458]
- divider: [1210, 1206, 1462, 1207]
- paragraph: రాష్ట్రంలో అసలు సమస్యల నుండి ప్రజల దృష్టిని గుంటు: [781, 1918, 971, 1949]
- paragraph: మళ్లించేందుకు వైఎస్ఆర్సీపీ నేతలు ఇలాంటి వ్యాఖ్యలు చేస్తున్నారని ఆరోపించారు. ప్రజలు అన్నీ గమనిస్తున్నారని, రాబోయే ఎన్నికల్లో తగిన గుణపాఠం చెబుతారని అన్నారు.: [981, 1586, 1171, 1653]
- paragraph: అసెంబ్లీ వేదికగా మహిళా నాయకులపై అనుచిత వ్యాఖ్యలు చేయడం దారుణమని, ఒక పార్టీ నాయకుడి వ్యాఖ్యలపై ఆ పార్టీ అధినేత ఎందుకు స్పందించడం లేదని నిలదీశారు.: [581, 1788, 771, 1873]
- article-body-right: [286, 1713, 546, 1913]
- article-body-col-2: [781, 1584, 971, 1990]
- article-byline: మంగళగిరి ప్రయత్నం న్యూస్: [380, 203, 502, 216]
- article-women-dignity: [571, 1489, 1185, 1998]
- paragraph: మహిళల గౌరవం కాపాడే బాధ్యత అందరిపై ఉందని, మహిళలపై అనుచిత వ్యాఖ్యలు చేసేవారిని ప్రజలే శిక్షిస్తారని అన్నారు.: [1218, 1221, 1454, 1270]
- article-photo-group: [571, 1289, 1185, 1474]
- article-headline: మహిళల గౌరవం గురించి మాట్లాడే నైతిక హక్కు వైఎస్ఆర్సీపీకి లేదు: [643, 1496, 1113, 1555]
- article-dateline: ఢిల్లీ ప్రయత్నం న్యూస్: [571, 593, 656, 606]
- women-right-body: [1218, 1220, 1454, 1427]
- article-dateline: తమిళనాడు ప్రయత్నం న్యూస్: [571, 2047, 689, 2060]
- paragraph: అంతా ప్లాస్టిక్ వ్యర్థాలు, నిర్మాణ వ్యర్థాలు అక్రమంగా పారబోస్తున్నారు. ఈ విధంగా కొన్ని నెలల్లోనే చెత్త కొండలు సాగుతున్నాయి. ఈ పాట జరుగుతోంది. ఈ విధంగా కొన్ని నెలలుగా చెత్త పేరుకుపోయింది.: [286, 1807, 546, 1874]
